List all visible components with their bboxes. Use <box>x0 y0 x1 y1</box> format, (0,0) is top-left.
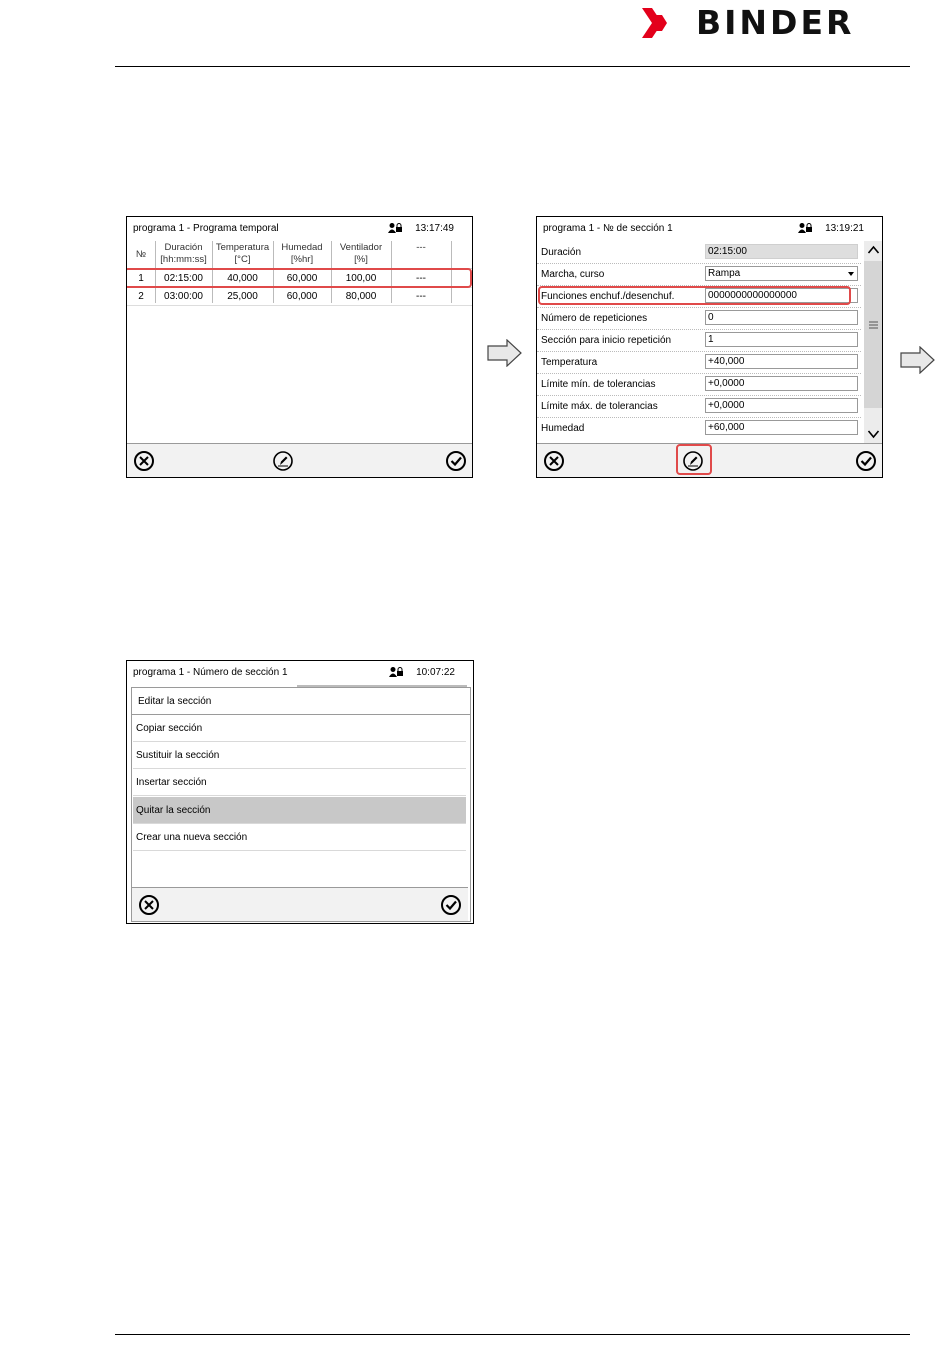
title-bar <box>537 217 882 239</box>
field-humidity[interactable]: Humedad +60,000 <box>537 418 861 439</box>
col-header-nr: № <box>135 249 147 260</box>
pencil-icon <box>272 450 294 472</box>
confirm-button[interactable] <box>445 450 467 472</box>
menu-item-new-section[interactable]: Crear una nueva sección <box>133 824 466 851</box>
screen-section-detail <box>536 216 883 478</box>
user-lock-icon <box>389 666 403 677</box>
field-tolerance-max[interactable]: Límite máx. de tolerancias +0,0000 <box>537 396 861 418</box>
confirm-button[interactable] <box>440 894 462 916</box>
col-header-fan: Ventilador [%] <box>339 242 383 265</box>
checkmark-icon <box>440 894 462 916</box>
clock: 10:07:22 <box>416 667 455 678</box>
user-lock-icon <box>798 222 812 233</box>
title-bar <box>127 217 472 239</box>
field-ramp-mode[interactable]: Marcha, curso Rampa <box>537 264 861 286</box>
scrollbar-thumb[interactable] <box>864 261 883 408</box>
menu-item-copy-section[interactable]: Copiar sección <box>133 715 466 742</box>
menu-item-replace-section[interactable]: Sustituir la sección <box>133 742 466 769</box>
col-header-extra: --- <box>416 242 426 253</box>
row-highlight-frame <box>126 268 472 288</box>
chevron-down-icon <box>867 429 880 439</box>
ramp-mode-select[interactable]: Rampa <box>705 266 858 281</box>
cancel-button[interactable] <box>543 450 565 472</box>
dialog-header: Editar la sección <box>132 688 470 715</box>
col-header-humidity: Humedad [%hr] <box>281 242 323 265</box>
user-lock-icon <box>388 222 402 233</box>
chevron-down-icon <box>848 272 854 276</box>
screen-title: programa 1 - № de sección 1 <box>543 223 673 234</box>
footer-bar <box>127 443 472 477</box>
screen-title: programa 1 - Programa temporal <box>133 223 279 234</box>
close-icon <box>133 450 155 472</box>
footer-bar <box>537 443 882 477</box>
table-row[interactable]: 1 02:15:00 40,000 60,000 100,00 --- <box>127 269 472 288</box>
clock: 13:17:49 <box>415 223 454 234</box>
binder-logo <box>640 4 910 40</box>
field-repetitions[interactable]: Número de repeticiones 0 <box>537 308 861 330</box>
brand-name: BINDER <box>696 3 855 42</box>
scrollbar[interactable] <box>864 241 883 443</box>
footer-rule <box>115 1334 910 1335</box>
clock: 13:19:21 <box>825 223 864 234</box>
dialog-footer <box>132 887 468 921</box>
field-highlight-frame <box>538 286 851 305</box>
checkmark-icon <box>855 450 877 472</box>
chevron-up-icon <box>867 245 880 255</box>
edit-button-highlight <box>676 444 712 475</box>
field-tolerance-min[interactable]: Límite mín. de tolerancias +0,0000 <box>537 374 861 396</box>
field-switch-functions[interactable]: Funciones enchuf./desenchuf. 0000000000000000 <box>537 286 861 308</box>
field-temperature[interactable]: Temperatura +40,000 <box>537 352 861 374</box>
screen-title: programa 1 - Número de sección 1 <box>133 667 288 678</box>
close-icon <box>543 450 565 472</box>
cancel-button[interactable] <box>133 450 155 472</box>
col-header-duration: Duración [hh:mm:ss] <box>160 242 207 265</box>
arrow-right-icon <box>487 339 523 367</box>
menu-item-insert-section[interactable]: Insertar sección <box>133 769 466 796</box>
confirm-button[interactable] <box>855 450 877 472</box>
screen-program-table <box>126 216 473 478</box>
header-rule <box>115 66 910 67</box>
table-header <box>127 241 472 269</box>
menu-item-remove-section[interactable]: Quitar la sección <box>133 797 466 824</box>
col-header-temperature: Temperatura [°C] <box>215 242 270 265</box>
grip-icon <box>868 321 879 329</box>
edit-button[interactable] <box>272 450 294 472</box>
title-bar <box>127 661 473 683</box>
arrow-right-icon <box>900 346 936 374</box>
close-icon <box>138 894 160 916</box>
field-repeat-start[interactable]: Sección para inicio repetición 1 <box>537 330 861 352</box>
table-row[interactable]: 2 03:00:00 25,000 60,000 80,000 --- <box>127 287 472 306</box>
screen-edit-section-menu <box>126 660 474 924</box>
field-duration: Duración 02:15:00 <box>537 242 861 264</box>
checkmark-icon <box>445 450 467 472</box>
cancel-button[interactable] <box>138 894 160 916</box>
logo-mark-icon <box>640 6 688 40</box>
